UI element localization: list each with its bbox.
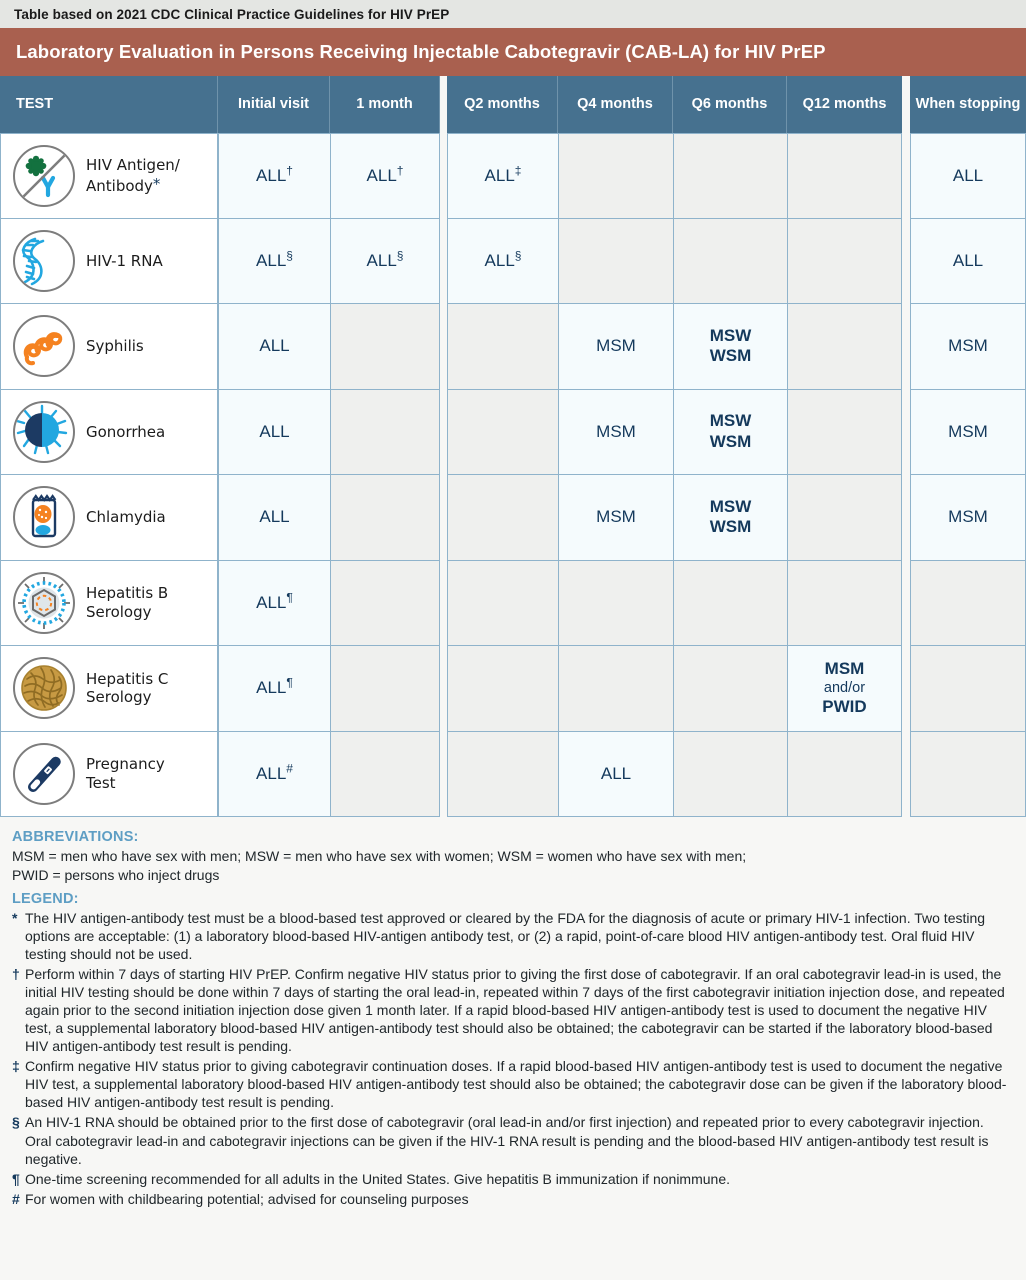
- hepatitis-c-virus-icon: [13, 657, 75, 719]
- column-group-separator-1: [440, 76, 447, 133]
- row-group-separator-2: [902, 219, 910, 305]
- cell-hepatitis-b-serology-q6-months: [673, 561, 787, 647]
- cell-hepatitis-b-serology-1-month: [330, 561, 440, 647]
- cell-hepatitis-c-serology-q12-months: MSM and/or PWID: [787, 646, 902, 732]
- cell-hiv-antigen-antibody-initial-visit: ALL†: [218, 133, 330, 219]
- row-group-separator-1: [440, 475, 447, 561]
- test-name-hiv-1-rna: HIV-1 RNA: [86, 251, 163, 270]
- legend-marker: §: [12, 1114, 20, 1131]
- cell-hiv-antigen-antibody-q12-months: [787, 133, 902, 219]
- syphilis-spirochete-icon: [13, 315, 75, 377]
- table-title: Laboratory Evaluation in Persons Receiving Injectable Cabotegravir (CAB-LA) for HIV PrEP: [16, 41, 826, 62]
- cell-chlamydia-1-month: [330, 475, 440, 561]
- row-group-separator-1: [440, 732, 447, 818]
- test-name-chlamydia: Chlamydia: [86, 508, 166, 527]
- cell-hiv-antigen-antibody-1-month: ALL†: [330, 133, 440, 219]
- cell-pregnancy-test-1-month: [330, 732, 440, 818]
- legend-text: An HIV-1 RNA should be obtained prior to the first dose of cabotegravir (oral lead-in and/or first injection) and repeated prior to every cabotegravir injection. Oral cabotegravir lead-in and cabotegravir injections can be given if the HIV-1 RNA result is pending and the blood-based HIV antigen-antibody test result is negative.: [25, 1114, 989, 1167]
- row-group-separator-2: [902, 133, 910, 219]
- legend-text: Perform within 7 days of starting HIV PrEP. Confirm negative HIV status prior to giving the first dose of cabotegravir. If an oral cabotegravir lead-in is used, the initial HIV testing should be done within 7 days of starting the oral lead-in, repeated within 7 days of the first cabotegravir initiation injection dose, and repeated again prior to the second initiation injection dose given 1 month later. If a rapid blood-based HIV antigen-antibody test is used to document the negative HIV test, a supplemental laboratory blood-based HIV antigen-antibody test should also be obtained; the cabotegravir can be started if the laboratory blood-based HIV antigen-antibody test result is pending.: [25, 966, 1005, 1055]
- cell-hiv-antigen-antibody-when-stopping: ALL: [910, 133, 1026, 219]
- legend-item: [12, 1057, 1014, 1111]
- column-header-q2-months: Q2 months: [447, 76, 558, 133]
- cell-chlamydia-q6-months: MSW WSM: [673, 475, 787, 561]
- cell-pregnancy-test-q6-months: [673, 732, 787, 818]
- cell-hiv-1-rna-1-month: ALL§: [330, 219, 440, 305]
- legend-marker: ‡: [12, 1058, 20, 1075]
- legend-marker: †: [12, 966, 20, 983]
- cell-hepatitis-c-serology-initial-visit: ALL¶: [218, 646, 330, 732]
- cell-hiv-1-rna-q2-months: ALL§: [447, 219, 558, 305]
- row-group-separator-1: [440, 219, 447, 305]
- table-row: [0, 561, 218, 647]
- cell-chlamydia-q2-months: [447, 475, 558, 561]
- rna-helix-icon: [13, 230, 75, 292]
- cell-hiv-antigen-antibody-q2-months: ALL‡: [447, 133, 558, 219]
- cell-hiv-1-rna-initial-visit: ALL§: [218, 219, 330, 305]
- cell-hepatitis-c-serology-q2-months: [447, 646, 558, 732]
- table-footnotes: [0, 817, 1026, 1208]
- legend-text: The HIV antigen-antibody test must be a blood-based test approved or cleared by the FDA for the diagnosis of acute or primary HIV-1 infection. Two testing options are acceptable: (1) a laboratory blood-based HIV-antigen antibody test, or (2) a rapid, point-of-care blood HIV antigen-antibody test. Oral fluid HIV testing should not be used.: [25, 909, 986, 963]
- legend-item: [12, 909, 1014, 963]
- cell-hiv-1-rna-when-stopping: ALL: [910, 219, 1026, 305]
- cell-hiv-1-rna-q4-months: [558, 219, 673, 305]
- test-name-hepatitis-c-serology: Hepatitis C Serology: [86, 669, 169, 707]
- column-header-q12-months: Q12 months: [787, 76, 902, 133]
- cell-hiv-antigen-antibody-q4-months: [558, 133, 673, 219]
- legend-item: [12, 1170, 1014, 1188]
- cell-hepatitis-c-serology-q6-months: [673, 646, 787, 732]
- legend-list: [12, 909, 1014, 1208]
- column-header-q4-months: Q4 months: [558, 76, 673, 133]
- gonorrhea-bacterium-icon: [13, 401, 75, 463]
- row-group-separator-1: [440, 646, 447, 732]
- cell-gonorrhea-1-month: [330, 390, 440, 476]
- column-header-initial-visit: Initial visit: [218, 76, 330, 133]
- row-group-separator-2: [902, 475, 910, 561]
- table-row: [0, 133, 218, 219]
- cell-syphilis-q2-months: [447, 304, 558, 390]
- table-row: [0, 219, 218, 305]
- cell-gonorrhea-q2-months: [447, 390, 558, 476]
- pregnancy-test-stick-icon: [13, 743, 75, 805]
- test-name-pregnancy-test: Pregnancy Test: [86, 755, 165, 792]
- column-header-q6-months: Q6 months: [673, 76, 787, 133]
- legend-text: Confirm negative HIV status prior to giving cabotegravir continuation doses. If a rapid blood-based HIV antigen-antibody test is used to document the negative HIV test, a supplemental laboratory blood-based HIV antigen-antibody test should also be obtained; the cabotegravir dose can be given if the laboratory blood-based HIV antigen-antibody test result is pending.: [25, 1058, 1007, 1111]
- hiv-antigen-antibody-icon: [13, 145, 75, 207]
- cell-pregnancy-test-q2-months: [447, 732, 558, 818]
- row-group-separator-2: [902, 561, 910, 647]
- cell-syphilis-q12-months: [787, 304, 902, 390]
- hepatitis-b-virus-icon: [13, 572, 75, 634]
- column-header-1-month: 1 month: [330, 76, 440, 133]
- cell-syphilis-q4-months: MSM: [558, 304, 673, 390]
- cell-pregnancy-test-q4-months: ALL: [558, 732, 673, 818]
- cell-syphilis-1-month: [330, 304, 440, 390]
- cell-hepatitis-c-serology-q4-months: [558, 646, 673, 732]
- cell-chlamydia-q4-months: MSM: [558, 475, 673, 561]
- test-name-syphilis: Syphilis: [86, 337, 144, 356]
- cell-pregnancy-test-when-stopping: [910, 732, 1026, 818]
- abbreviations-heading: ABBREVIATIONS:: [12, 829, 139, 845]
- legend-marker: *: [12, 909, 18, 926]
- abbreviations-line-2: PWID = persons who inject drugs: [12, 867, 220, 884]
- cell-syphilis-initial-visit: ALL: [218, 304, 330, 390]
- table-row: [0, 475, 218, 561]
- column-header-when-stopping: When stopping: [910, 76, 1026, 133]
- legend-item: [12, 965, 1014, 1055]
- cell-gonorrhea-q4-months: MSM: [558, 390, 673, 476]
- row-group-separator-2: [902, 304, 910, 390]
- source-note-text: Table based on 2021 CDC Clinical Practice Guidelines for HIV PrEP: [14, 6, 450, 22]
- table-title-bar: [0, 28, 1026, 76]
- row-group-separator-1: [440, 390, 447, 476]
- row-group-separator-1: [440, 133, 447, 219]
- legend-text: One-time screening recommended for all adults in the United States. Give hepatitis B immunization if nonimmune.: [25, 1170, 731, 1187]
- abbreviations-line-1: MSM = men who have sex with men; MSW = men who have sex with women; WSM = women who have sex with men;: [12, 848, 747, 864]
- source-note-strip: [0, 0, 1026, 28]
- column-header-test: TEST: [0, 76, 218, 133]
- legend-item: [12, 1190, 1014, 1208]
- cell-hepatitis-b-serology-q12-months: [787, 561, 902, 647]
- cell-gonorrhea-q12-months: [787, 390, 902, 476]
- table-row: [0, 732, 218, 818]
- cell-pregnancy-test-q12-months: [787, 732, 902, 818]
- cell-gonorrhea-q6-months: MSW WSM: [673, 390, 787, 476]
- legend-item: [12, 1113, 1014, 1167]
- chlamydia-vial-icon: [13, 486, 75, 548]
- test-name-hepatitis-b-serology: Hepatitis B Serology: [86, 584, 169, 621]
- cell-hepatitis-c-serology-when-stopping: [910, 646, 1026, 732]
- row-group-separator-2: [902, 646, 910, 732]
- test-name-hiv-antigen-antibody: HIV Antigen/ Antibody*: [86, 156, 180, 195]
- column-group-separator-2: [902, 76, 910, 133]
- cell-chlamydia-q12-months: [787, 475, 902, 561]
- row-group-separator-2: [902, 732, 910, 818]
- cell-chlamydia-when-stopping: MSM: [910, 475, 1026, 561]
- cell-hepatitis-b-serology-q2-months: [447, 561, 558, 647]
- cell-hepatitis-b-serology-q4-months: [558, 561, 673, 647]
- cell-gonorrhea-when-stopping: MSM: [910, 390, 1026, 476]
- legend-marker: ¶: [12, 1170, 20, 1187]
- legend-marker: #: [12, 1190, 20, 1207]
- cell-hepatitis-b-serology-when-stopping: [910, 561, 1026, 647]
- row-group-separator-1: [440, 561, 447, 647]
- legend-heading: LEGEND:: [12, 890, 79, 907]
- table-row: [0, 390, 218, 476]
- cell-hepatitis-b-serology-initial-visit: ALL¶: [218, 561, 330, 647]
- cell-pregnancy-test-initial-visit: ALL#: [218, 732, 330, 818]
- cell-hiv-antigen-antibody-q6-months: [673, 133, 787, 219]
- lab-evaluation-table: [0, 76, 1026, 817]
- cell-hiv-1-rna-q12-months: [787, 219, 902, 305]
- cell-gonorrhea-initial-visit: ALL: [218, 390, 330, 476]
- test-name-gonorrhea: Gonorrhea: [86, 422, 166, 441]
- row-group-separator-1: [440, 304, 447, 390]
- cell-hiv-1-rna-q6-months: [673, 219, 787, 305]
- table-row: [0, 646, 218, 732]
- cell-syphilis-q6-months: MSW WSM: [673, 304, 787, 390]
- legend-text: For women with childbearing potential; advised for counseling purposes: [25, 1190, 469, 1207]
- row-group-separator-2: [902, 390, 910, 476]
- cell-chlamydia-initial-visit: ALL: [218, 475, 330, 561]
- table-row: [0, 304, 218, 390]
- cell-hepatitis-c-serology-1-month: [330, 646, 440, 732]
- cell-syphilis-when-stopping: MSM: [910, 304, 1026, 390]
